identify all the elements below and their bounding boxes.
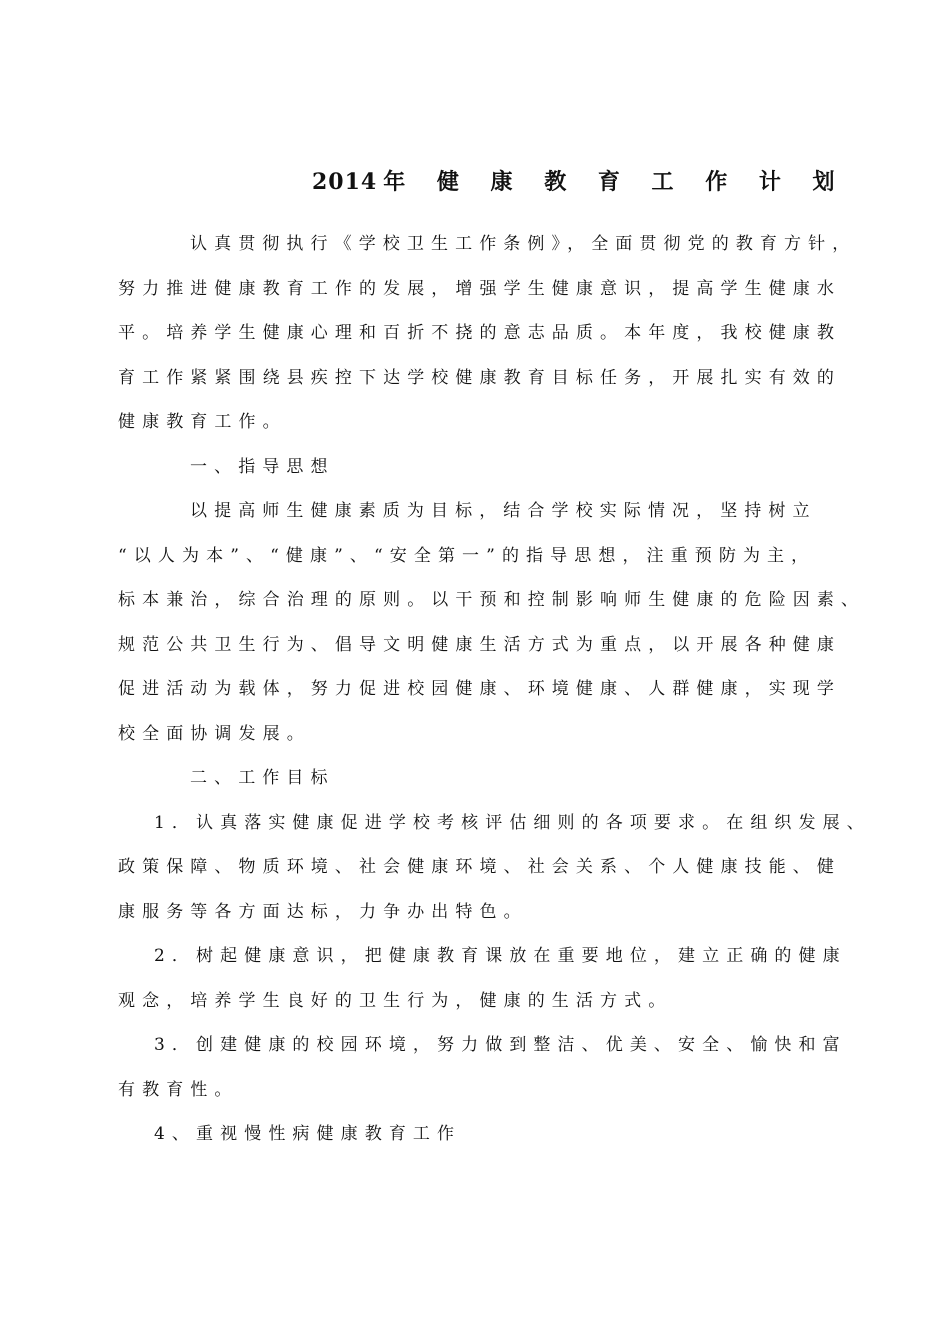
paragraph-line: 育工作紧紧围绕县疾控下达学校健康教育目标任务，开展扎实有效的 xyxy=(118,368,841,388)
document-title xyxy=(312,167,847,197)
paragraph-line: 平。培养学生健康心理和百折不挠的意志品质。本年度，我校健康教 xyxy=(118,323,841,343)
paragraph-line: 标本兼治，综合治理的原则。以干预和控制影响师生健康的危险因素、 xyxy=(118,590,866,610)
paragraph-line: 认真贯彻执行《学校卫生工作条例》，全面贯彻党的教育方针， xyxy=(190,234,857,254)
list-item-line: 4、重视慢性病健康教育工作 xyxy=(154,1124,462,1144)
section-heading: 二、工作目标 xyxy=(190,768,335,788)
list-item-line: 2．树起健康意识，把健康教育课放在重要地位，建立正确的健康 xyxy=(154,946,847,966)
paragraph-line: 促进活动为载体，努力促进校园健康、环境健康、人群健康，实现学 xyxy=(118,679,841,699)
paragraph-line: 以提高师生健康素质为目标，结合学校实际情况，坚持树立 xyxy=(190,501,817,521)
list-item-line: 观念，培养学生良好的卫生行为，健康的生活方式。 xyxy=(118,991,673,1011)
list-item-line: 1．认真落实健康促进学校考核评估细则的各项要求。在组织发展、 xyxy=(154,813,871,833)
title-text: 年 健 康 教 育 工 作 计 划 xyxy=(383,169,847,195)
paragraph-line: 努力推进健康教育工作的发展，增强学生健康意识，提高学生健康水 xyxy=(118,279,841,299)
list-item-line: 康服务等各方面达标，力争办出特色。 xyxy=(118,902,528,922)
section-heading: 一、指导思想 xyxy=(190,457,335,477)
paragraph-line: “以人为本”、“健康”、“安全第一”的指导思想，注重预防为主， xyxy=(118,546,816,566)
paragraph-line: 规范公共卫生行为、倡导文明健康生活方式为重点，以开展各种健康 xyxy=(118,635,841,655)
list-item-line: 政策保障、物质环境、社会健康环境、社会关系、个人健康技能、健 xyxy=(118,857,841,877)
list-item-line: 有教育性。 xyxy=(118,1080,239,1100)
paragraph-line: 健康教育工作。 xyxy=(118,412,287,432)
title-year: 2014 xyxy=(312,169,378,195)
list-item-line: 3．创建健康的校园环境，努力做到整洁、优美、安全、愉快和富 xyxy=(154,1035,847,1055)
paragraph-line: 校全面协调发展。 xyxy=(118,724,311,744)
